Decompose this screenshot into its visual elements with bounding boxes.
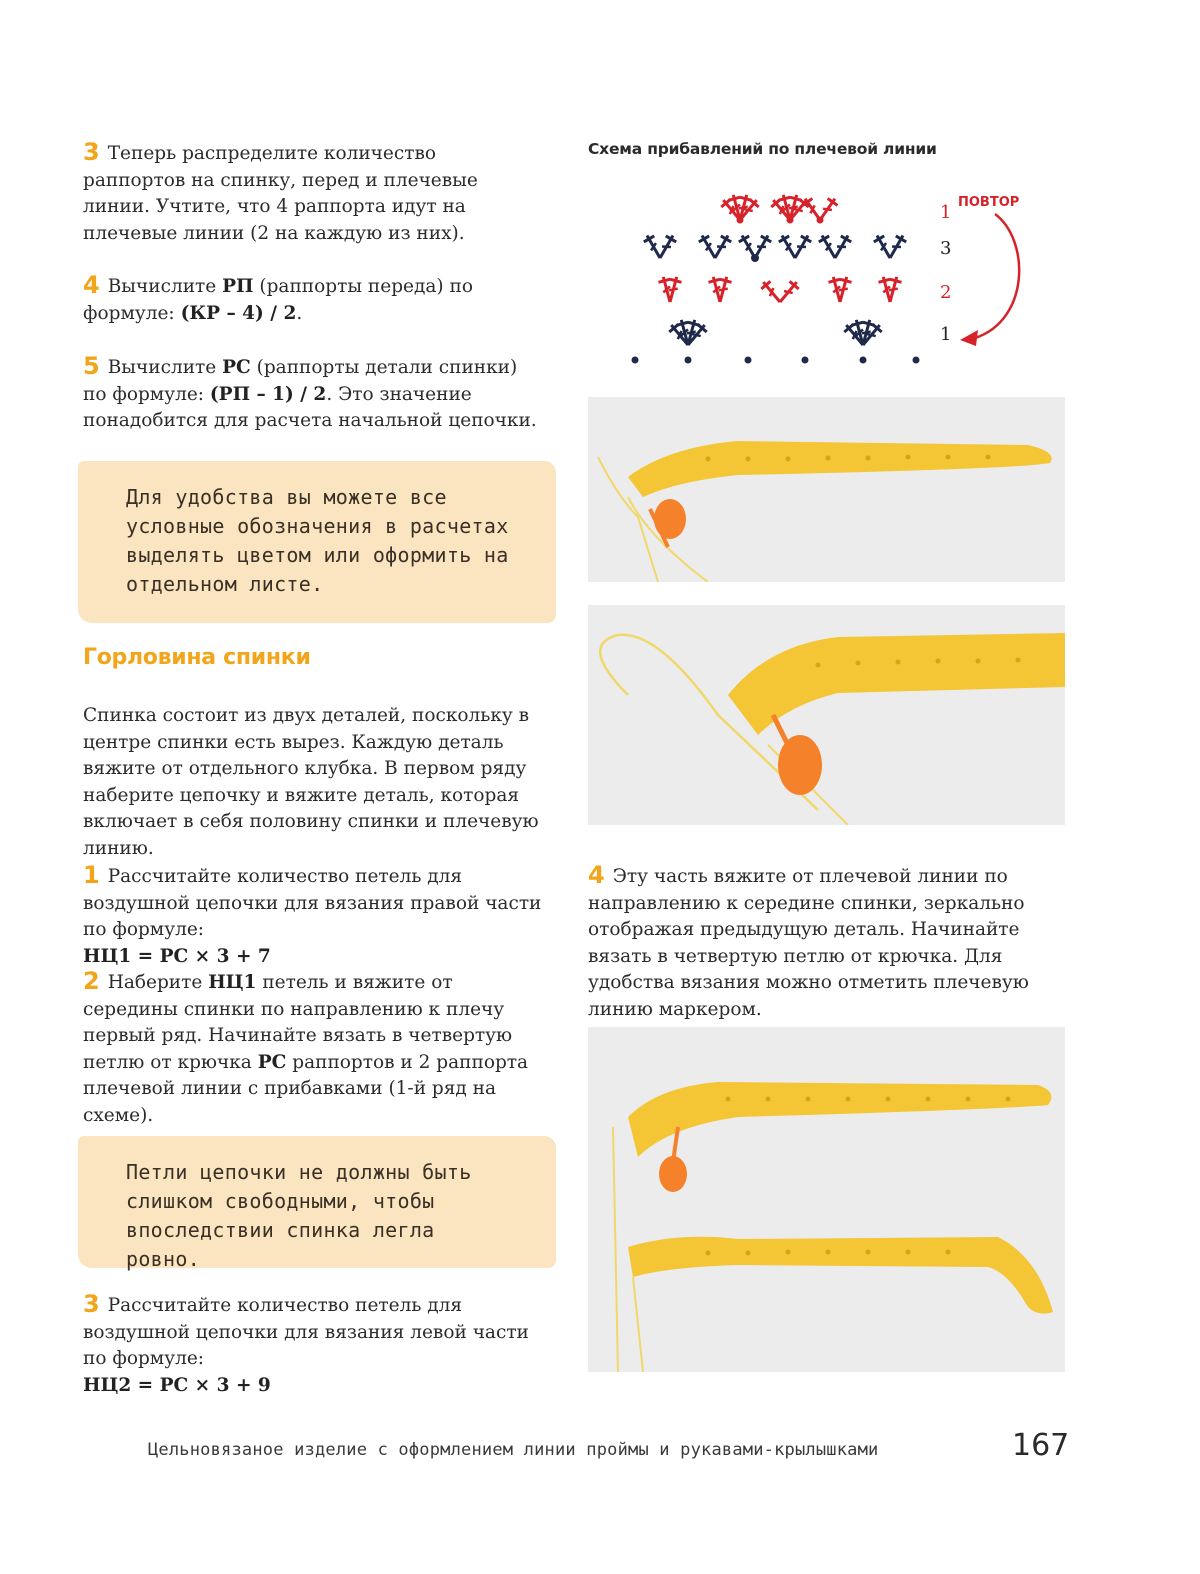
- step-number: 3: [83, 138, 100, 166]
- term-rs: РС: [257, 1051, 287, 1073]
- step-3-distribute: [83, 139, 543, 247]
- chart-row-2: [657, 275, 902, 306]
- step-number: 3: [83, 1290, 100, 1318]
- chart-row-1: [667, 318, 885, 349]
- step-number: 1: [83, 861, 100, 889]
- step-text: Эту часть вяжите от плечевой линии по направлению к середине спинки, зеркально отображая предыдущую деталь. Начинайте вязать в четвертую петлю от крючка. Для удобства вязания можно отметить плечевую линию маркером.: [588, 866, 1029, 1020]
- term-rs: РС: [222, 357, 251, 378]
- step-text: Рассчитайте количество петель для воздушной цепочки для вязания левой части по формуле:: [83, 1295, 529, 1369]
- term-rp: РП: [222, 276, 254, 297]
- step-number: 5: [83, 352, 100, 380]
- section-heading: Горловина спинки: [83, 645, 311, 670]
- row-label: 1: [940, 324, 952, 345]
- step-text: петель и вяжите от середины спинки по направлению к плечу первый ряд. Начинайте вязать в четвертую петлю от крючка: [83, 972, 513, 1073]
- photo-first-row-marker: [588, 397, 1065, 582]
- formula: (РП – 1) / 2: [209, 383, 327, 405]
- formula: НЦ2 = РС × 3 + 9: [83, 1374, 271, 1396]
- step-number: 4: [83, 271, 100, 299]
- step-1-right-chain: [83, 862, 543, 970]
- step-4-left-part: [588, 862, 1058, 1023]
- step-text: Вычислите: [107, 276, 223, 297]
- step-4-front-repeats: [83, 272, 553, 327]
- tip-note-colors: [78, 461, 556, 623]
- step-text: Рассчитайте количество петель для воздушной цепочки для вязания правой части по формуле:: [83, 866, 542, 940]
- step-number: 2: [83, 967, 100, 995]
- tip-text: Для удобства вы можете все условные обозначения в расчетах выделять цветом или оформить на отдельном листе.: [126, 485, 509, 596]
- row-label: 2: [940, 282, 952, 303]
- page-number: 167: [1012, 1428, 1070, 1463]
- photo-two-parts: [588, 1027, 1065, 1372]
- scheme-title: Схема прибавлений по плечевой линии: [588, 140, 937, 158]
- step-3-left-chain: [83, 1291, 543, 1399]
- chart-row-top-red: [719, 193, 840, 224]
- chart-chain-dots: [632, 357, 920, 364]
- photo-shoulder-increase: [588, 605, 1065, 825]
- arrow-head: [960, 330, 978, 346]
- step-text: раппортов и 2 раппорта плечевой линии с прибавками (1-й ряд на схеме).: [83, 1051, 529, 1126]
- step-5-back-repeats: [83, 353, 543, 435]
- intro-paragraph: Спинка состоит из двух деталей, поскольку в центре спинки есть вырез. Каждую деталь вяжите от отдельного клубка. В первом ряду наберите цепочку и вяжите деталь, которая включает в себя половину спинки и плечевую линию.: [83, 705, 539, 859]
- step-text: (раппорты переда) по формуле:: [83, 276, 473, 324]
- tip-text: Петли цепочки не должны быть слишком свободными, чтобы впоследствии спинка легла ровно.: [126, 1160, 472, 1271]
- step-text: Вычислите: [107, 357, 223, 378]
- chart-row-3: [642, 232, 908, 262]
- step-number: 4: [588, 861, 605, 889]
- repeat-label: ПОВТОР: [958, 195, 1020, 210]
- step-2-first-row: [83, 968, 548, 1129]
- step-text: Наберите: [107, 972, 209, 993]
- row-label: 3: [940, 238, 952, 259]
- formula: НЦ1 = РС × 3 + 7: [83, 945, 271, 967]
- running-footer: Цельновязаное изделие с оформлением линии проймы и рукавами-крылышками: [148, 1440, 879, 1460]
- tip-note-chain: [78, 1136, 556, 1271]
- row-label: 1: [940, 202, 952, 223]
- step-text: .: [296, 302, 303, 324]
- step-text: (раппорты детали спинки) по формуле:: [83, 357, 518, 405]
- term-nc1: НЦ1: [208, 972, 257, 993]
- repeat-arrow: [975, 214, 1019, 338]
- formula: (КР – 4) / 2: [180, 302, 297, 324]
- step-text: Теперь распределите количество раппортов на спинку, перед и плечевые линии. Учтите, что 4 раппорта идут на плечевые линии (2 на каждую из них).: [83, 143, 478, 244]
- step-text: . Это значение понадобится для расчета начальной цепочки.: [83, 383, 537, 431]
- crochet-chart: [620, 180, 1040, 380]
